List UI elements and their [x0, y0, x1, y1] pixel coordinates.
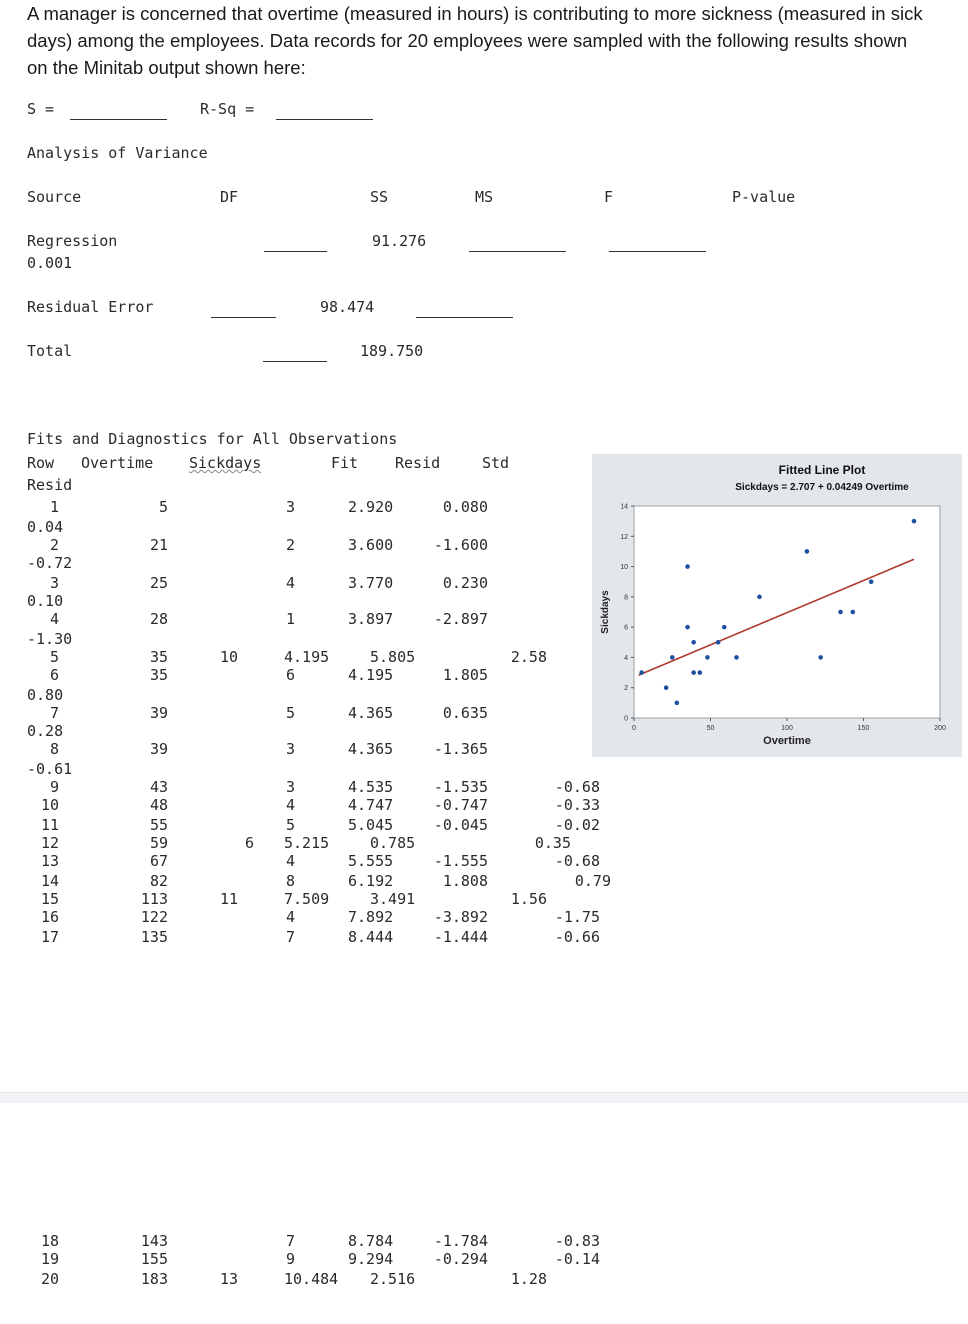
fits-cell-fit: 4.195 — [284, 648, 330, 666]
fits-cell-fit: 4.365 — [348, 740, 394, 758]
anova-header-p: P-value — [732, 188, 796, 206]
regression-df-blank — [264, 251, 327, 252]
data-point — [675, 701, 680, 706]
fits-cell-row: 17 — [40, 928, 59, 946]
fits-cell-sickdays: 9 — [285, 1250, 295, 1268]
fits-cell-row: 1 — [49, 498, 59, 516]
fits-cell-overtime: 21 — [149, 536, 168, 554]
fits-cell-fit: 5.045 — [348, 816, 394, 834]
fits-cell-fit: 4.747 — [348, 796, 394, 814]
fits-cell-resid: 2.516 — [370, 1270, 416, 1288]
rsq-label: R-Sq = — [200, 100, 255, 118]
fits-cell-sickdays: 13 — [220, 1270, 239, 1288]
fits-cell-sickdays: 7 — [285, 928, 295, 946]
data-point — [757, 595, 762, 600]
s-blank — [70, 119, 167, 120]
y-tick-label: 8 — [624, 594, 628, 602]
data-point — [912, 519, 917, 524]
fits-cell-overtime: 122 — [140, 908, 168, 926]
fits-cell-row: 9 — [49, 778, 59, 796]
fits-cell-row: 3 — [49, 574, 59, 592]
fits-cell-resid: 3.491 — [370, 890, 416, 908]
total-df-blank — [263, 361, 327, 362]
fits-cell-std: -1.30 — [27, 630, 73, 648]
fits-cell-resid: -3.892 — [433, 908, 488, 926]
data-point — [850, 610, 855, 615]
fits-cell-resid: -0.294 — [433, 1250, 488, 1268]
fits-cell-overtime: 143 — [140, 1232, 168, 1250]
residual-label: Residual Error — [27, 298, 154, 316]
fits-cell-overtime: 43 — [149, 778, 168, 796]
fits-cell-fit: 6.192 — [348, 872, 394, 890]
fits-cell-fit: 9.294 — [348, 1250, 394, 1268]
fits-cell-overtime: 155 — [140, 1250, 168, 1268]
data-point — [685, 564, 690, 569]
x-tick-label: 200 — [934, 725, 946, 732]
fits-cell-std: -0.33 — [554, 796, 600, 814]
fits-cell-std: -0.61 — [27, 760, 73, 778]
data-point — [869, 579, 874, 584]
fits-cell-std: -0.68 — [554, 778, 600, 796]
fits-cell-sickdays: 3 — [285, 778, 295, 796]
fits-cell-overtime: 55 — [149, 816, 168, 834]
regression-label: Regression — [27, 232, 118, 250]
y-axis-label: Sickdays — [600, 590, 611, 634]
fits-header-overtime: Overtime — [81, 454, 154, 472]
fits-cell-row: 8 — [49, 740, 59, 758]
fits-cell-std: 1.56 — [510, 890, 547, 908]
fits-cell-overtime: 135 — [140, 928, 168, 946]
fits-cell-sickdays: 7 — [285, 1232, 295, 1250]
fits-cell-row: 4 — [49, 610, 59, 628]
fits-cell-fit: 3.897 — [348, 610, 394, 628]
fits-header-sickdays: Sickdays — [189, 454, 262, 472]
data-point — [818, 655, 823, 660]
fits-cell-row: 6 — [49, 666, 59, 684]
fits-cell-row: 20 — [40, 1270, 59, 1288]
fits-cell-resid: 0.785 — [370, 834, 416, 852]
chart-subtitle: Sickdays = 2.707 + 0.04249 Overtime — [735, 482, 909, 493]
data-point — [639, 670, 644, 675]
data-point — [685, 625, 690, 630]
fits-cell-sickdays: 6 — [285, 666, 295, 684]
x-tick-label: 50 — [706, 725, 715, 732]
fits-cell-std: 2.58 — [510, 648, 547, 666]
fits-cell-resid: -1.600 — [433, 536, 488, 554]
fits-header-row: Row — [27, 454, 55, 472]
total-label: Total — [27, 342, 73, 360]
regression-f-blank — [609, 251, 706, 252]
page-separator — [0, 1092, 968, 1103]
fits-cell-resid: 5.805 — [370, 648, 416, 666]
fits-cell-row: 14 — [40, 872, 59, 890]
fits-cell-std: 0.79 — [574, 872, 611, 890]
anova-header-ss: SS — [370, 188, 389, 206]
data-point — [722, 625, 727, 630]
fits-cell-std: -1.75 — [554, 908, 600, 926]
fits-cell-sickdays: 3 — [285, 498, 295, 516]
fits-cell-overtime: 67 — [149, 852, 168, 870]
fits-cell-resid: -1.535 — [433, 778, 488, 796]
data-point — [691, 640, 696, 645]
fits-cell-std: -0.83 — [554, 1232, 600, 1250]
fits-cell-fit: 4.365 — [348, 704, 394, 722]
fits-cell-fit: 8.784 — [348, 1232, 394, 1250]
residual-ss: 98.474 — [320, 298, 375, 316]
fits-cell-overtime: 82 — [149, 872, 168, 890]
fits-cell-overtime: 5 — [158, 498, 168, 516]
fits-cell-sickdays: 4 — [285, 574, 295, 592]
data-point — [664, 685, 669, 690]
data-point — [691, 670, 696, 675]
fits-cell-row: 12 — [40, 834, 59, 852]
fits-cell-std: -0.02 — [554, 816, 600, 834]
y-tick-label: 14 — [620, 503, 628, 511]
s-label: S = — [27, 100, 55, 118]
fits-cell-sickdays: 3 — [285, 740, 295, 758]
fits-cell-fit: 8.444 — [348, 928, 394, 946]
fits-cell-resid: -1.784 — [433, 1232, 488, 1250]
data-point — [716, 640, 721, 645]
fits-cell-std: 0.28 — [27, 722, 64, 740]
fits-cell-overtime: 28 — [149, 610, 168, 628]
fits-cell-overtime: 113 — [140, 890, 168, 908]
fits-cell-fit: 5.215 — [284, 834, 330, 852]
y-tick-label: 10 — [620, 564, 628, 572]
fits-cell-fit: 2.920 — [348, 498, 394, 516]
fits-cell-sickdays: 2 — [285, 536, 295, 554]
fits-cell-fit: 7.892 — [348, 908, 394, 926]
rsq-blank — [276, 119, 373, 120]
fits-cell-sickdays: 5 — [285, 704, 295, 722]
fits-cell-std: -0.68 — [554, 852, 600, 870]
anova-title: Analysis of Variance — [27, 144, 208, 162]
fits-cell-std: 1.28 — [510, 1270, 547, 1288]
fits-cell-row: 15 — [40, 890, 59, 908]
residual-ms-blank — [416, 317, 513, 318]
y-tick-label: 6 — [624, 624, 628, 632]
fits-cell-std: -0.66 — [554, 928, 600, 946]
total-ss: 189.750 — [360, 342, 424, 360]
x-tick-label: 150 — [857, 725, 870, 732]
fits-header-resid: Resid — [395, 454, 441, 472]
fits-cell-overtime: 25 — [149, 574, 168, 592]
anova-header-df: DF — [220, 188, 239, 206]
problem-statement: A manager is concerned that overtime (measured in hours) is contributing to more sickness (measured in sick days) among the employees. Data records for 20 employees were sampled with the following results shown on the Minitab output shown here: — [27, 3, 923, 78]
fits-cell-sickdays: 5 — [285, 816, 295, 834]
fits-cell-sickdays: 4 — [285, 852, 295, 870]
fits-cell-sickdays: 8 — [285, 872, 295, 890]
fits-cell-resid: -1.555 — [433, 852, 488, 870]
fits-cell-row: 2 — [49, 536, 59, 554]
fits-cell-resid: 0.635 — [442, 704, 488, 722]
anova-header-ms: MS — [475, 188, 494, 206]
fits-header-std: Std — [482, 454, 510, 472]
fits-cell-row: 11 — [40, 816, 59, 834]
chart-title: Fitted Line Plot — [778, 463, 866, 477]
fits-cell-std: -0.72 — [27, 554, 73, 572]
fits-cell-std: 0.80 — [27, 686, 64, 704]
fits-cell-overtime: 39 — [149, 704, 168, 722]
fits-cell-overtime: 35 — [149, 648, 168, 666]
fits-header-std-resid: Resid — [27, 476, 73, 494]
data-point — [697, 670, 702, 675]
fits-cell-sickdays: 4 — [285, 796, 295, 814]
y-tick-label: 2 — [624, 685, 628, 693]
regression-ss: 91.276 — [372, 232, 427, 250]
fits-cell-row: 13 — [40, 852, 59, 870]
fits-cell-row: 19 — [40, 1250, 59, 1268]
fits-header-fit: Fit — [331, 454, 359, 472]
fits-cell-fit: 5.555 — [348, 852, 394, 870]
fitted-line-plot — [592, 454, 962, 757]
fits-cell-fit: 3.770 — [348, 574, 394, 592]
x-tick-label: 100 — [781, 725, 793, 732]
data-point — [734, 655, 739, 660]
regression-pvalue: 0.001 — [27, 254, 73, 272]
y-tick-label: 12 — [620, 533, 628, 541]
fits-cell-sickdays: 10 — [220, 648, 239, 666]
fits-cell-resid: -0.747 — [433, 796, 488, 814]
anova-header-f: F — [604, 188, 614, 206]
fits-title: Fits and Diagnostics for All Observations — [27, 430, 398, 448]
fits-cell-overtime: 59 — [149, 834, 168, 852]
fits-cell-overtime: 48 — [149, 796, 168, 814]
fits-cell-resid: 0.230 — [442, 574, 488, 592]
fits-cell-fit: 4.195 — [348, 666, 394, 684]
fits-cell-std: 0.35 — [534, 834, 571, 852]
fits-cell-std: 0.04 — [27, 518, 64, 536]
fits-cell-resid: 1.808 — [442, 872, 488, 890]
regression-ms-blank — [469, 251, 566, 252]
data-point — [805, 549, 810, 554]
fits-cell-resid: -1.444 — [433, 928, 488, 946]
fits-cell-std: -0.14 — [554, 1250, 600, 1268]
y-tick-label: 4 — [624, 654, 628, 662]
fits-cell-overtime: 35 — [149, 666, 168, 684]
fits-cell-row: 16 — [40, 908, 59, 926]
y-tick-label: 0 — [624, 715, 628, 723]
fits-cell-fit: 4.535 — [348, 778, 394, 796]
fits-cell-fit: 3.600 — [348, 536, 394, 554]
fits-cell-row: 5 — [49, 648, 59, 666]
fits-cell-resid: -2.897 — [433, 610, 488, 628]
fits-cell-sickdays: 4 — [285, 908, 295, 926]
fits-cell-sickdays: 6 — [245, 834, 255, 852]
fits-cell-sickdays: 11 — [220, 890, 239, 908]
fits-cell-fit: 7.509 — [284, 890, 330, 908]
fits-cell-std: 0.10 — [27, 592, 64, 610]
data-point — [670, 655, 675, 660]
fits-cell-overtime: 183 — [140, 1270, 168, 1288]
fits-cell-sickdays: 1 — [285, 610, 295, 628]
anova-header-source: Source — [27, 188, 82, 206]
fits-cell-resid: 0.080 — [442, 498, 488, 516]
fitted-line-plot-svg — [592, 454, 962, 757]
x-tick-label: 0 — [632, 725, 636, 732]
data-point — [705, 655, 710, 660]
x-axis-label: Overtime — [763, 735, 811, 747]
fits-cell-fit: 10.484 — [284, 1270, 339, 1288]
fits-cell-row: 7 — [49, 704, 59, 722]
fits-cell-resid: 1.805 — [442, 666, 488, 684]
fits-cell-resid: -0.045 — [433, 816, 488, 834]
fits-cell-row: 10 — [40, 796, 59, 814]
fits-cell-overtime: 39 — [149, 740, 168, 758]
residual-df-blank — [211, 317, 276, 318]
fits-cell-resid: -1.365 — [433, 740, 488, 758]
fits-cell-row: 18 — [40, 1232, 59, 1250]
data-point — [838, 610, 843, 615]
